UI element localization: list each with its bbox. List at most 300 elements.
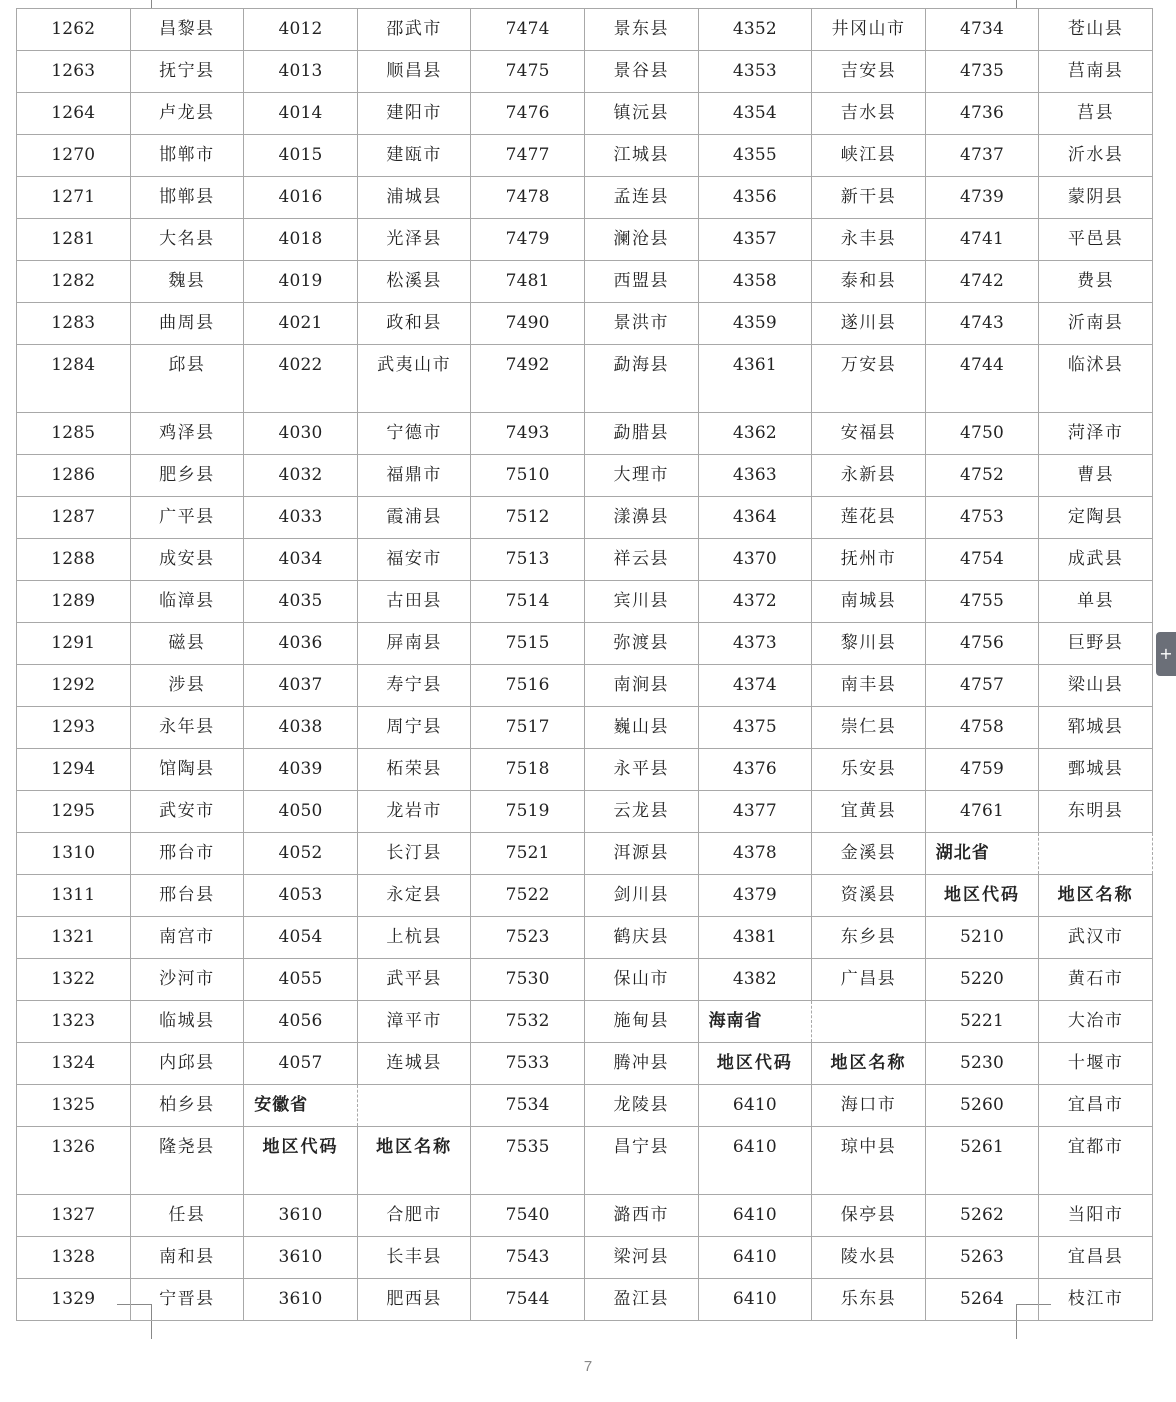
- table-cell-empty: [357, 1085, 471, 1127]
- region-name-cell: 鹤庆县: [584, 917, 698, 959]
- region-name-cell: 梁山县: [1039, 665, 1153, 707]
- table-row: [17, 1279, 1153, 1321]
- column-header: 地区代码: [698, 1043, 812, 1085]
- region-code-cell: 6410: [698, 1279, 812, 1321]
- region-name-cell: 云龙县: [584, 791, 698, 833]
- table-row: [17, 707, 1153, 749]
- region-code-cell: 4761: [925, 791, 1039, 833]
- region-code-cell: 7512: [471, 497, 585, 539]
- region-name-cell: 霞浦县: [357, 497, 471, 539]
- region-name-cell: 黎川县: [812, 623, 926, 665]
- region-code-cell: 4739: [925, 177, 1039, 219]
- region-code-cell: 6410: [698, 1195, 812, 1237]
- region-code-cell: 7543: [471, 1237, 585, 1279]
- region-code-cell: 7477: [471, 135, 585, 177]
- table-row: [17, 917, 1153, 959]
- region-name-cell: 西盟县: [584, 261, 698, 303]
- table-row: [17, 623, 1153, 665]
- region-name-cell: 祥云县: [584, 539, 698, 581]
- region-name-cell: 漳平市: [357, 1001, 471, 1043]
- region-name-cell: 大名县: [130, 219, 244, 261]
- region-code-cell: 4734: [925, 9, 1039, 51]
- region-code-cell: 4363: [698, 455, 812, 497]
- region-code-cell: 7481: [471, 261, 585, 303]
- column-header: 地区代码: [925, 875, 1039, 917]
- region-name-cell: 宾川县: [584, 581, 698, 623]
- region-name-cell: 勐海县: [584, 345, 698, 413]
- region-code-cell: 4735: [925, 51, 1039, 93]
- table-row: [17, 303, 1153, 345]
- region-name-cell: 巍山县: [584, 707, 698, 749]
- region-code-cell: 1325: [17, 1085, 131, 1127]
- region-name-cell: 宁晋县: [130, 1279, 244, 1321]
- region-name-cell: 江城县: [584, 135, 698, 177]
- region-name-cell: 安福县: [812, 413, 926, 455]
- region-name-cell: 宁德市: [357, 413, 471, 455]
- region-code-cell: 4377: [698, 791, 812, 833]
- region-name-cell: 上杭县: [357, 917, 471, 959]
- region-code-cell: 7540: [471, 1195, 585, 1237]
- region-name-cell: 东乡县: [812, 917, 926, 959]
- region-code-cell: 7475: [471, 51, 585, 93]
- region-code-cell: 7474: [471, 9, 585, 51]
- region-name-cell: 福安市: [357, 539, 471, 581]
- region-code-cell: 5210: [925, 917, 1039, 959]
- region-name-cell: 龙岩市: [357, 791, 471, 833]
- region-name-cell: 邢台市: [130, 833, 244, 875]
- region-name-cell: 泰和县: [812, 261, 926, 303]
- table-row: [17, 455, 1153, 497]
- region-code-cell: 1282: [17, 261, 131, 303]
- region-code-cell: 1289: [17, 581, 131, 623]
- table-cell-empty: [812, 1001, 926, 1043]
- region-code-cell: 1262: [17, 9, 131, 51]
- region-name-cell: 寿宁县: [357, 665, 471, 707]
- region-code-cell: 1324: [17, 1043, 131, 1085]
- region-name-cell: 抚州市: [812, 539, 926, 581]
- region-code-cell: 7515: [471, 623, 585, 665]
- province-heading: 海南省: [698, 1001, 812, 1043]
- region-name-cell: 任县: [130, 1195, 244, 1237]
- region-code-cell: 7479: [471, 219, 585, 261]
- table-cell-empty: [1039, 833, 1153, 875]
- table-row: [17, 497, 1153, 539]
- region-code-cell: 1291: [17, 623, 131, 665]
- region-name-cell: 沂南县: [1039, 303, 1153, 345]
- region-name-cell: 馆陶县: [130, 749, 244, 791]
- region-code-cell: 4755: [925, 581, 1039, 623]
- region-code-cell: 4754: [925, 539, 1039, 581]
- column-header: 地区名称: [812, 1043, 926, 1085]
- region-name-cell: 武安市: [130, 791, 244, 833]
- region-code-cell: 7532: [471, 1001, 585, 1043]
- region-code-cell: 1295: [17, 791, 131, 833]
- region-name-cell: 内邱县: [130, 1043, 244, 1085]
- region-code-cell: 4057: [244, 1043, 358, 1085]
- table-row: [17, 665, 1153, 707]
- region-code-cell: 4021: [244, 303, 358, 345]
- region-code-cell: 4756: [925, 623, 1039, 665]
- side-expand-tab[interactable]: [1156, 632, 1176, 676]
- region-name-cell: 海口市: [812, 1085, 926, 1127]
- region-name-cell: 巨野县: [1039, 623, 1153, 665]
- region-name-cell: 临城县: [130, 1001, 244, 1043]
- region-code-cell: 4035: [244, 581, 358, 623]
- region-code-cell: 4037: [244, 665, 358, 707]
- region-code-cell: 5261: [925, 1127, 1039, 1195]
- region-name-cell: 定陶县: [1039, 497, 1153, 539]
- region-code-cell: 7544: [471, 1279, 585, 1321]
- table-row: [17, 1237, 1153, 1279]
- region-code-cell: 7492: [471, 345, 585, 413]
- region-name-cell: 南涧县: [584, 665, 698, 707]
- region-name-cell: 周宁县: [357, 707, 471, 749]
- region-code-cell: 4743: [925, 303, 1039, 345]
- table-row: [17, 413, 1153, 455]
- region-code-cell: 4030: [244, 413, 358, 455]
- region-name-cell: 浦城县: [357, 177, 471, 219]
- region-code-cell: 4382: [698, 959, 812, 1001]
- region-code-cell: 6410: [698, 1085, 812, 1127]
- region-code-cell: 1321: [17, 917, 131, 959]
- region-code-cell: 1327: [17, 1195, 131, 1237]
- region-code-cell: 4355: [698, 135, 812, 177]
- region-code-cell: 4372: [698, 581, 812, 623]
- region-code-cell: 7530: [471, 959, 585, 1001]
- region-name-cell: 宜都市: [1039, 1127, 1153, 1195]
- region-code-table: [16, 8, 1153, 1321]
- region-code-cell: 4374: [698, 665, 812, 707]
- region-code-cell: 1270: [17, 135, 131, 177]
- region-name-cell: 合肥市: [357, 1195, 471, 1237]
- region-code-cell: 4054: [244, 917, 358, 959]
- region-name-cell: 莒县: [1039, 93, 1153, 135]
- region-code-cell: 4373: [698, 623, 812, 665]
- region-code-cell: 4737: [925, 135, 1039, 177]
- region-code-cell: 3610: [244, 1237, 358, 1279]
- region-name-cell: 邯郸县: [130, 177, 244, 219]
- region-name-cell: 磁县: [130, 623, 244, 665]
- region-name-cell: 广平县: [130, 497, 244, 539]
- region-code-cell: 4050: [244, 791, 358, 833]
- region-code-cell: 4022: [244, 345, 358, 413]
- region-code-cell: 4741: [925, 219, 1039, 261]
- region-code-cell: 4742: [925, 261, 1039, 303]
- region-name-cell: 潞西市: [584, 1195, 698, 1237]
- region-code-cell: 1310: [17, 833, 131, 875]
- table-row: [17, 959, 1153, 1001]
- region-name-cell: 当阳市: [1039, 1195, 1153, 1237]
- region-name-cell: 盈江县: [584, 1279, 698, 1321]
- table-row: [17, 1001, 1153, 1043]
- region-name-cell: 南和县: [130, 1237, 244, 1279]
- table-row: [17, 135, 1153, 177]
- region-code-cell: 1287: [17, 497, 131, 539]
- region-name-cell: 昌黎县: [130, 9, 244, 51]
- region-name-cell: 永年县: [130, 707, 244, 749]
- region-name-cell: 肥西县: [357, 1279, 471, 1321]
- region-name-cell: 建阳市: [357, 93, 471, 135]
- region-code-cell: 4752: [925, 455, 1039, 497]
- region-name-cell: 沂水县: [1039, 135, 1153, 177]
- region-code-cell: 4379: [698, 875, 812, 917]
- region-name-cell: 政和县: [357, 303, 471, 345]
- region-code-cell: 4038: [244, 707, 358, 749]
- column-header: 地区名称: [1039, 875, 1153, 917]
- region-name-cell: 昌宁县: [584, 1127, 698, 1195]
- region-name-cell: 平邑县: [1039, 219, 1153, 261]
- region-code-cell: 5260: [925, 1085, 1039, 1127]
- table-row: [17, 581, 1153, 623]
- region-code-cell: 4033: [244, 497, 358, 539]
- region-code-cell: 4014: [244, 93, 358, 135]
- table-row: [17, 539, 1153, 581]
- region-code-cell: 4753: [925, 497, 1039, 539]
- region-code-cell: 4039: [244, 749, 358, 791]
- region-name-cell: 吉安县: [812, 51, 926, 93]
- region-code-cell: 4032: [244, 455, 358, 497]
- region-name-cell: 邯郸市: [130, 135, 244, 177]
- table-row: [17, 833, 1153, 875]
- region-name-cell: 建瓯市: [357, 135, 471, 177]
- region-name-cell: 成安县: [130, 539, 244, 581]
- region-code-cell: 7518: [471, 749, 585, 791]
- region-code-cell: 7534: [471, 1085, 585, 1127]
- region-name-cell: 长汀县: [357, 833, 471, 875]
- region-name-cell: 菏泽市: [1039, 413, 1153, 455]
- region-code-cell: 4056: [244, 1001, 358, 1043]
- region-code-cell: 4052: [244, 833, 358, 875]
- region-code-cell: 5264: [925, 1279, 1039, 1321]
- region-name-cell: 洱源县: [584, 833, 698, 875]
- region-code-cell: 1264: [17, 93, 131, 135]
- region-name-cell: 临沭县: [1039, 345, 1153, 413]
- region-code-cell: 4361: [698, 345, 812, 413]
- region-code-cell: 7516: [471, 665, 585, 707]
- region-name-cell: 广昌县: [812, 959, 926, 1001]
- region-code-cell: 4018: [244, 219, 358, 261]
- region-name-cell: 光泽县: [357, 219, 471, 261]
- region-code-cell: 7519: [471, 791, 585, 833]
- region-name-cell: 连城县: [357, 1043, 471, 1085]
- region-code-cell: 1328: [17, 1237, 131, 1279]
- region-code-cell: 1285: [17, 413, 131, 455]
- region-code-cell: 4036: [244, 623, 358, 665]
- table-row: [17, 749, 1153, 791]
- region-code-cell: 4370: [698, 539, 812, 581]
- region-name-cell: 柘荣县: [357, 749, 471, 791]
- region-name-cell: 费县: [1039, 261, 1153, 303]
- region-code-cell: 4012: [244, 9, 358, 51]
- region-name-cell: 魏县: [130, 261, 244, 303]
- region-name-cell: 漾濞县: [584, 497, 698, 539]
- region-name-cell: 邱县: [130, 345, 244, 413]
- region-name-cell: 万安县: [812, 345, 926, 413]
- table-row: [17, 345, 1153, 413]
- region-code-cell: 7514: [471, 581, 585, 623]
- region-code-cell: 4354: [698, 93, 812, 135]
- region-code-cell: 4375: [698, 707, 812, 749]
- region-code-cell: 1263: [17, 51, 131, 93]
- region-code-cell: 1283: [17, 303, 131, 345]
- region-code-cell: 4359: [698, 303, 812, 345]
- region-code-cell: 1284: [17, 345, 131, 413]
- province-heading: 安徽省: [244, 1085, 358, 1127]
- column-header: 地区代码: [244, 1127, 358, 1195]
- region-code-cell: 5220: [925, 959, 1039, 1001]
- region-name-cell: 孟连县: [584, 177, 698, 219]
- region-name-cell: 永丰县: [812, 219, 926, 261]
- region-name-cell: 永定县: [357, 875, 471, 917]
- region-name-cell: 卢龙县: [130, 93, 244, 135]
- table-row: [17, 1085, 1153, 1127]
- region-name-cell: 崇仁县: [812, 707, 926, 749]
- region-name-cell: 乐东县: [812, 1279, 926, 1321]
- table-row: [17, 875, 1153, 917]
- region-code-cell: 4356: [698, 177, 812, 219]
- region-name-cell: 陵水县: [812, 1237, 926, 1279]
- region-code-cell: 1323: [17, 1001, 131, 1043]
- table-row: [17, 93, 1153, 135]
- region-name-cell: 永新县: [812, 455, 926, 497]
- region-name-cell: 黄石市: [1039, 959, 1153, 1001]
- region-name-cell: 长丰县: [357, 1237, 471, 1279]
- region-code-cell: 1292: [17, 665, 131, 707]
- region-code-cell: 7535: [471, 1127, 585, 1195]
- region-name-cell: 肥乡县: [130, 455, 244, 497]
- region-code-cell: 1329: [17, 1279, 131, 1321]
- region-name-cell: 南宫市: [130, 917, 244, 959]
- region-name-cell: 曹县: [1039, 455, 1153, 497]
- region-name-cell: 松溪县: [357, 261, 471, 303]
- region-code-cell: 7521: [471, 833, 585, 875]
- region-code-cell: 5262: [925, 1195, 1039, 1237]
- region-code-cell: 4013: [244, 51, 358, 93]
- region-name-cell: 澜沧县: [584, 219, 698, 261]
- region-code-cell: 1311: [17, 875, 131, 917]
- region-code-cell: 7523: [471, 917, 585, 959]
- region-name-cell: 剑川县: [584, 875, 698, 917]
- region-code-cell: 1271: [17, 177, 131, 219]
- region-name-cell: 隆尧县: [130, 1127, 244, 1195]
- region-code-cell: 5230: [925, 1043, 1039, 1085]
- region-name-cell: 镇沅县: [584, 93, 698, 135]
- region-code-cell: 4757: [925, 665, 1039, 707]
- region-name-cell: 顺昌县: [357, 51, 471, 93]
- region-code-cell: 4016: [244, 177, 358, 219]
- region-name-cell: 金溪县: [812, 833, 926, 875]
- region-code-cell: 1326: [17, 1127, 131, 1195]
- region-code-cell: 4034: [244, 539, 358, 581]
- table-row: [17, 51, 1153, 93]
- region-name-cell: 井冈山市: [812, 9, 926, 51]
- region-name-cell: 大冶市: [1039, 1001, 1153, 1043]
- table-row: [17, 791, 1153, 833]
- region-name-cell: 弥渡县: [584, 623, 698, 665]
- region-name-cell: 古田县: [357, 581, 471, 623]
- table-row: [17, 9, 1153, 51]
- region-name-cell: 景东县: [584, 9, 698, 51]
- region-name-cell: 蒙阴县: [1039, 177, 1153, 219]
- region-name-cell: 莲花县: [812, 497, 926, 539]
- region-name-cell: 单县: [1039, 581, 1153, 623]
- region-name-cell: 福鼎市: [357, 455, 471, 497]
- region-code-cell: 1286: [17, 455, 131, 497]
- province-heading: 湖北省: [925, 833, 1039, 875]
- region-name-cell: 成武县: [1039, 539, 1153, 581]
- region-code-cell: 1293: [17, 707, 131, 749]
- region-code-cell: 7517: [471, 707, 585, 749]
- region-name-cell: 新干县: [812, 177, 926, 219]
- region-name-cell: 邢台县: [130, 875, 244, 917]
- region-code-cell: 4758: [925, 707, 1039, 749]
- region-code-cell: 5263: [925, 1237, 1039, 1279]
- region-name-cell: 鸡泽县: [130, 413, 244, 455]
- region-code-cell: 6410: [698, 1127, 812, 1195]
- region-name-cell: 武夷山市: [357, 345, 471, 413]
- region-name-cell: 武汉市: [1039, 917, 1153, 959]
- region-code-cell: 4362: [698, 413, 812, 455]
- region-code-cell: 7478: [471, 177, 585, 219]
- region-code-cell: 4759: [925, 749, 1039, 791]
- region-name-cell: 莒南县: [1039, 51, 1153, 93]
- region-code-cell: 4364: [698, 497, 812, 539]
- region-code-cell: 1281: [17, 219, 131, 261]
- region-code-cell: 4352: [698, 9, 812, 51]
- region-name-cell: 施甸县: [584, 1001, 698, 1043]
- region-code-cell: 7513: [471, 539, 585, 581]
- region-name-cell: 苍山县: [1039, 9, 1153, 51]
- region-code-cell: 7510: [471, 455, 585, 497]
- region-name-cell: 保山市: [584, 959, 698, 1001]
- region-name-cell: 峡江县: [812, 135, 926, 177]
- region-name-cell: 遂川县: [812, 303, 926, 345]
- region-name-cell: 宜昌县: [1039, 1237, 1153, 1279]
- region-code-cell: 4381: [698, 917, 812, 959]
- region-code-cell: 4055: [244, 959, 358, 1001]
- column-header: 地区名称: [357, 1127, 471, 1195]
- region-name-cell: 沙河市: [130, 959, 244, 1001]
- region-code-cell: 4358: [698, 261, 812, 303]
- region-name-cell: 景洪市: [584, 303, 698, 345]
- region-code-table-body: [17, 9, 1153, 1321]
- region-name-cell: 腾冲县: [584, 1043, 698, 1085]
- region-name-cell: 柏乡县: [130, 1085, 244, 1127]
- region-name-cell: 涉县: [130, 665, 244, 707]
- region-code-cell: 4357: [698, 219, 812, 261]
- region-code-cell: 4019: [244, 261, 358, 303]
- region-name-cell: 永平县: [584, 749, 698, 791]
- table-row: [17, 1127, 1153, 1195]
- region-code-cell: 3610: [244, 1279, 358, 1321]
- region-name-cell: 景谷县: [584, 51, 698, 93]
- region-name-cell: 曲周县: [130, 303, 244, 345]
- region-code-cell: 7493: [471, 413, 585, 455]
- region-code-cell: 5221: [925, 1001, 1039, 1043]
- region-name-cell: 屏南县: [357, 623, 471, 665]
- region-name-cell: 郓城县: [1039, 707, 1153, 749]
- region-name-cell: 东明县: [1039, 791, 1153, 833]
- region-name-cell: 保亭县: [812, 1195, 926, 1237]
- region-name-cell: 资溪县: [812, 875, 926, 917]
- region-name-cell: 龙陵县: [584, 1085, 698, 1127]
- region-name-cell: 宜黄县: [812, 791, 926, 833]
- region-code-cell: 4750: [925, 413, 1039, 455]
- page-number: 7: [583, 1358, 593, 1375]
- region-code-cell: 1288: [17, 539, 131, 581]
- region-code-cell: 7522: [471, 875, 585, 917]
- region-code-cell: 3610: [244, 1195, 358, 1237]
